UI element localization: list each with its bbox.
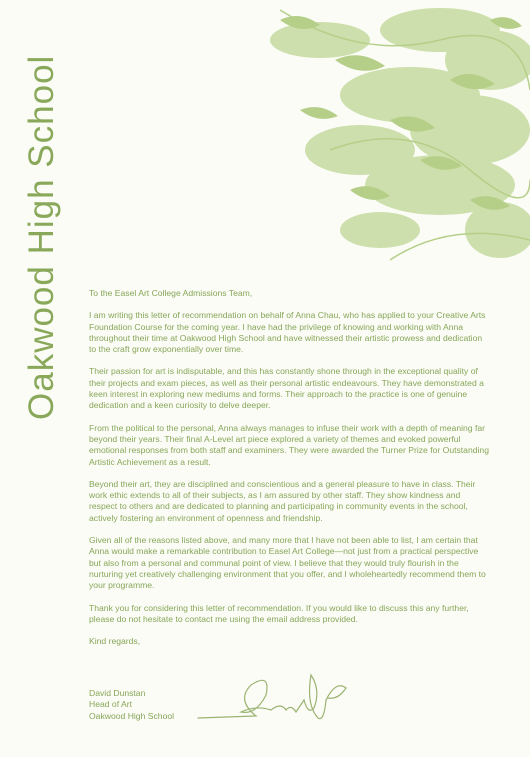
handwritten-signature (196, 660, 366, 730)
paragraph: Thank you for considering this letter of recommendation. If you would like to discuss this any further, please do not hesitate to contact me using the email address provided. (89, 602, 469, 624)
signer-name: David Dunstan (89, 688, 146, 698)
paragraph: From the political to the personal, Anna always manages to infuse their work with a depth of meaning far beyond their years. Their final A-Level art piece explored a variety of themes and evoked powerful emotional responses from both staff and examiners. They were awarded the Turner Prize for Outstanding Artistic Achievement as a result. (89, 422, 489, 467)
closing: Kind regards, (89, 636, 141, 647)
foliage-illustration (240, 0, 530, 290)
salutation: To the Easel Art College Admissions Team, (89, 288, 253, 298)
signer-title: Head of Art (89, 699, 132, 710)
letter-body (89, 288, 489, 658)
signature-block (89, 688, 174, 722)
paragraph: I am writing this letter of recommendation on behalf of Anna Chau, who has applied to your Creative Arts Foundation Course for the coming year. I have had the privilege of knowing and working with Anna throughout their time at Oakwood High School and have witnessed their artistic prowess and dedication to the craft grow exponentially over time. (89, 310, 486, 355)
paragraph: Given all of the reasons listed above, and many more that I have not been able to list, I am certain that Anna would make a remarkable contribution to Easel Art College—not just from a practical perspective but also from a personal and communal point of view. I believe that they would truly flourish in the nurturing yet creatively challenging environment that you offer, and I wholeheartedly recommend them to your programme. (89, 535, 486, 591)
school-name-vertical: Oakwood High School (22, 54, 61, 420)
paragraph: Their passion for art is indisputable, and this has constantly shone through in the exceptional quality of their projects and exam pieces, as well as their personal artistic endeavours. They have demonstrated a keen interest in exploring new mediums and forms. Their approach to the practice is one of genuine dedication and a keen curiosity to delve deeper. (89, 366, 484, 411)
paragraph: Beyond their art, they are disciplined and conscientious and a general pleasure to have in class. Their work ethic extends to all of their subjects, as I am assured by other staff. They show kindness and respect to others and are dedicated to planning and participating in community events in the school, actively fostering an environment of openness and friendship. (89, 478, 476, 523)
signer-organization: Oakwood High School (89, 710, 175, 721)
